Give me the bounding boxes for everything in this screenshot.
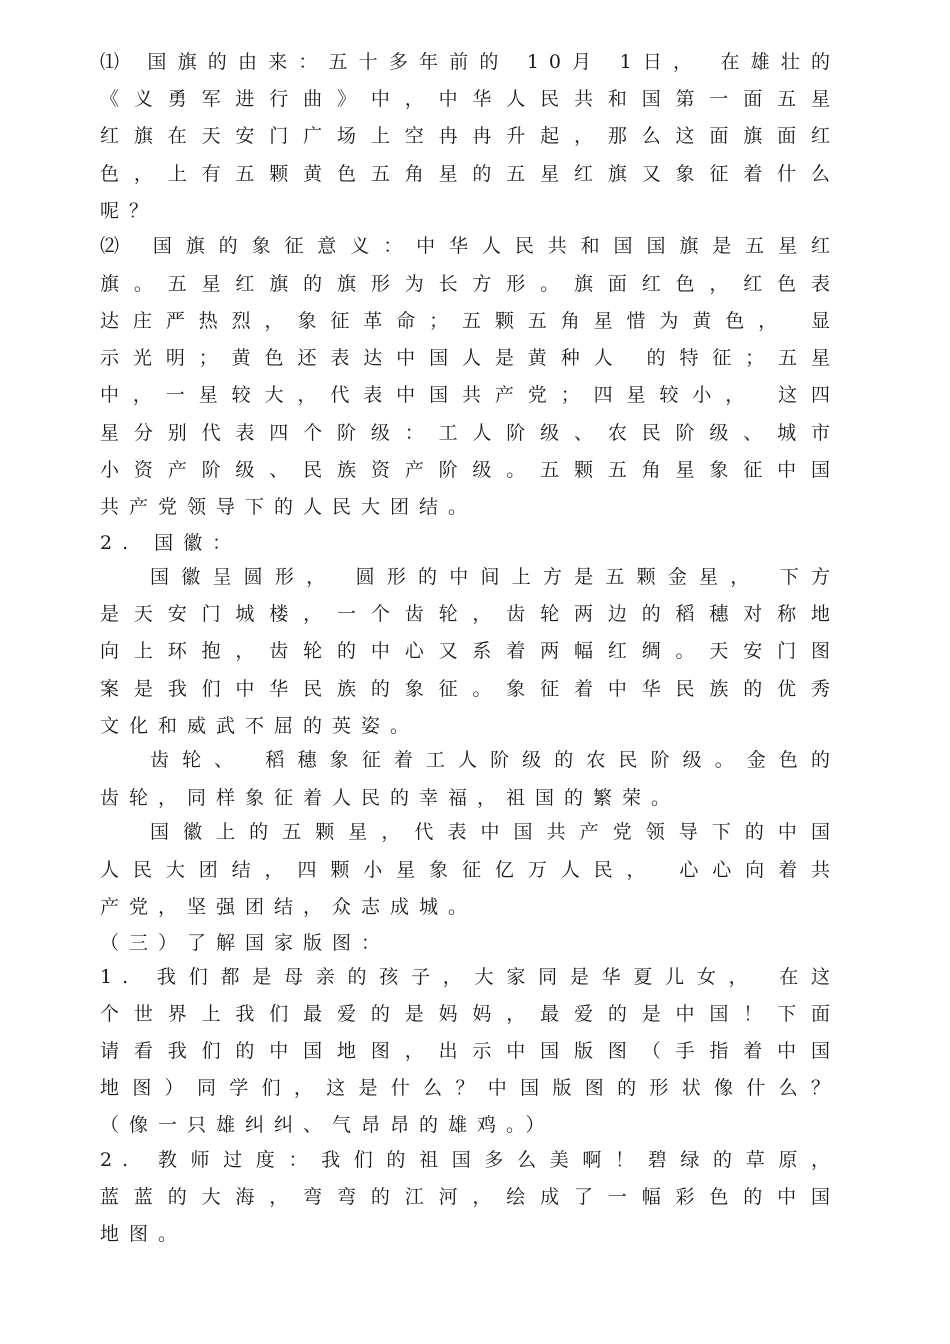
section-heading: 2. 国徽： [100,532,242,554]
text-line: 旗。五星红旗的旗形为长方形。旗面红色，红色表 [100,273,840,295]
text-line: 红旗在天安门广场上空冉冉升起，那么这面旗面红 [100,125,840,147]
text-line: 星分别代表四个阶级：工人阶级、农民阶级、城市 [100,422,840,444]
text-line: 请看我们的中国地图，出示中国版图（手指着中国 [100,1040,840,1062]
text-line: 2. 教师过度：我们的祖国多么美啊！碧绿的草原， [100,1149,840,1171]
text-line: 示光明；黄色还表达中国人是黄种人 的特征；五星 [100,347,840,369]
text-line: 国徽上的五颗星，代表中国共产党领导下的中国 [150,821,840,843]
text-line: 齿轮，同样象征着人民的幸福，祖国的繁荣。 [100,787,681,809]
text-line: 色，上有五颗黄色五角星的五星红旗又象征着什么 [100,163,840,185]
text-line: 向上环抱，齿轮的中心又系着两幅红绸。天安门图 [100,640,840,662]
text-line: 中，一星较大，代表中国共产党；四星较小， 这四 [100,384,840,406]
text-line: 蓝蓝的大海，弯弯的江河，绘成了一幅彩色的中国 [100,1186,840,1208]
text-line: ⑵ 国旗的象征意义：中华人民共和国国旗是五星红 [100,235,840,257]
text-line: 案是我们中华民族的象征。象征着中华民族的优秀 [100,678,840,700]
text-line: 个世界上我们最爱的是妈妈，最爱的是中国！下面 [100,1003,840,1025]
text-line: 是天安门城楼，一个齿轮，齿轮两边的稻穗对称地 [100,603,840,625]
text-line: 地图）同学们，这是什么？中国版图的形状像什么？ [100,1077,840,1099]
text-line: 呢？ [100,200,159,222]
text-line: 共产党领导下的人民大团结。 [100,496,478,518]
text-line: （像一只雄纠纠、气昂昂的雄鸡。） [100,1114,555,1136]
text-line: 产党，坚强团结，众志成城。 [100,896,478,918]
text-line: 地图。 [100,1223,188,1245]
text-line: 小资产阶级、民族资产阶级。五颗五角星象征中国 [100,459,840,481]
text-line: 齿轮、 稻穗象征着工人阶级的农民阶级。金色的 [150,749,840,771]
section-heading: （三）了解国家版图： [100,932,391,954]
text-line: 人民大团结，四颗小星象征亿万人民， 心心向着共 [100,859,840,881]
text-line: ⑴ 国旗的由来：五十多年前的 10月 1日， 在雄壮的 [100,51,840,73]
text-line: 国徽呈圆形， 圆形的中间上方是五颗金星， 下方 [150,566,840,588]
text-line: 1. 我们都是母亲的孩子，大家同是华夏儿女， 在这 [100,966,840,988]
text-line: 达庄严热烈，象征革命；五颗五角星惜为黄色， 显 [100,310,840,332]
text-line: 《义勇军进行曲》中，中华人民共和国第一面五星 [100,88,840,110]
text-line: 文化和威武不屈的英姿。 [100,715,420,737]
